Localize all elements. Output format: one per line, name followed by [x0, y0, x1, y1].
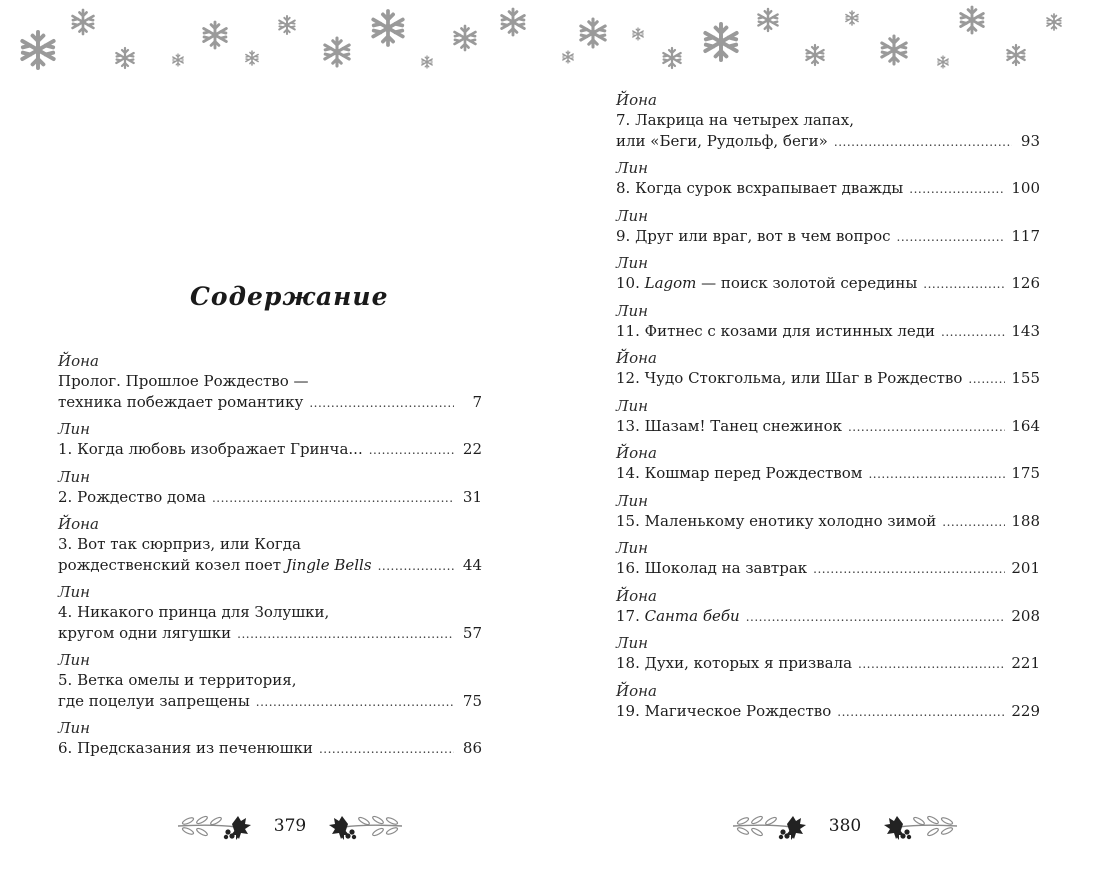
- chapter-page-number: 201: [1011, 559, 1040, 577]
- toc-entry: [58, 351, 482, 413]
- narrator-label: Йона: [58, 352, 99, 370]
- narrator-label: Лин: [58, 719, 91, 737]
- chapter-page-number: 75: [462, 691, 482, 710]
- chapter-title-line: [58, 555, 482, 577]
- chapter-title-text: рождественский козел поет: [58, 555, 286, 574]
- toc-entry: [616, 491, 1040, 533]
- toc-entry: [616, 586, 1040, 628]
- narrator-label: Лин: [58, 583, 91, 601]
- narrator-label: Лин: [58, 420, 91, 438]
- toc-entry: [616, 633, 1040, 675]
- dot-leader: [319, 739, 454, 760]
- chapter-title-text: — поиск золотой середины: [696, 274, 918, 292]
- toc-entry: [616, 538, 1040, 580]
- narrator-label: Йона: [616, 586, 657, 605]
- page-number: 379: [273, 816, 307, 836]
- chapter-title: [58, 439, 363, 460]
- narrator-label: Лин: [616, 539, 649, 557]
- narrator-label: Йона: [58, 515, 99, 533]
- toc-list-left: [58, 351, 482, 766]
- narrator-label: Лин: [616, 634, 649, 652]
- holly-sprig-icon: [174, 811, 264, 841]
- chapter-page-number: 86: [462, 739, 482, 757]
- holly-sprig-icon: [871, 811, 961, 841]
- chapter-title-text: 9. Друг или враг, вот в чем вопрос: [616, 226, 891, 245]
- chapter-title: [616, 131, 828, 152]
- chapter-title: [616, 558, 807, 579]
- narrator-label: Лин: [58, 651, 91, 669]
- narrator-label: Йона: [616, 349, 657, 367]
- chapter-title-text: 17.: [616, 606, 645, 625]
- chapter-title-italic: Санта беби: [644, 606, 740, 625]
- chapter-title-line: [58, 738, 482, 760]
- toc-entry: [616, 681, 1040, 723]
- chapter-title-text: 13. Шазам! Танец снежинок: [616, 416, 842, 435]
- chapter-title-line: [58, 691, 482, 713]
- dot-leader: [897, 227, 1006, 248]
- dot-leader: [813, 559, 1005, 580]
- chapter-title-line: 4. Никакого принца для Золушки,: [58, 603, 330, 621]
- dot-leader: [942, 512, 1005, 533]
- chapter-title: [616, 701, 831, 722]
- toc-entry: [58, 419, 482, 461]
- chapter-title-line: 7. Лакрица на четырех лапах,: [616, 111, 854, 129]
- narrator-label: Лин: [616, 396, 649, 415]
- chapter-title-text: 1. Когда любовь изображает Гринча...: [58, 440, 363, 458]
- narrator-label: Лин: [58, 467, 91, 486]
- dot-leader: [923, 274, 1005, 295]
- chapter-page-number: 155: [1011, 369, 1040, 387]
- dot-leader: [837, 702, 1005, 723]
- narrator-label: Лин: [616, 159, 649, 177]
- chapter-page-number: 117: [1011, 226, 1040, 245]
- chapter-title-text: или «Беги, Рудольф, беги»: [616, 131, 828, 150]
- chapter-page-number: 175: [1011, 464, 1040, 482]
- chapter-title: [616, 511, 936, 532]
- toc-entry: [616, 253, 1040, 295]
- dot-leader: [378, 556, 454, 577]
- chapter-title-line: 3. Вот так сюрприз, или Когда: [58, 535, 301, 553]
- chapter-page-number: 44: [462, 555, 482, 574]
- chapter-title: [58, 392, 303, 413]
- narrator-label: Лин: [616, 206, 649, 225]
- dot-leader: [369, 440, 454, 461]
- toc-list-right: [616, 90, 1040, 728]
- chapter-title: [58, 691, 250, 712]
- chapter-title: [616, 321, 935, 342]
- narrator-label: Лин: [616, 301, 649, 320]
- dot-leader: [309, 393, 454, 414]
- chapter-page-number: 164: [1011, 416, 1040, 435]
- chapter-title: [616, 178, 903, 199]
- dot-leader: [941, 322, 1005, 343]
- holly-sprig-icon: [316, 811, 406, 841]
- chapter-title-line: Пролог. Прошлое Рождество —: [58, 372, 309, 390]
- toc-entry: [58, 650, 482, 712]
- chapter-title-text: 18. Духи, которых я призвала: [616, 654, 853, 672]
- page-footer-left: [160, 806, 420, 846]
- toc-entry: [616, 206, 1040, 248]
- chapter-title-line: [616, 511, 1040, 533]
- chapter-title-line: [616, 416, 1040, 438]
- chapter-title-line: [58, 439, 482, 461]
- chapter-title-line: [616, 273, 1040, 295]
- toc-entry: [616, 90, 1040, 152]
- chapter-title-line: [616, 463, 1040, 485]
- chapter-title-line: [616, 558, 1040, 580]
- toc-entry: [616, 158, 1040, 200]
- page-footer-right: [715, 806, 975, 846]
- chapter-title: [58, 738, 313, 759]
- toc-entry: [58, 718, 482, 760]
- chapter-title-text: техника побеждает романтику: [58, 392, 304, 411]
- chapter-page-number: 100: [1011, 179, 1040, 197]
- dot-leader: [848, 417, 1005, 438]
- chapter-title-text: 14. Кошмар перед Рождеством: [616, 464, 863, 482]
- chapter-title-text: 8. Когда сурок всхрапывает дважды: [616, 179, 904, 197]
- chapter-page-number: 57: [462, 623, 482, 642]
- chapter-title-line: [58, 623, 482, 645]
- dot-leader: [746, 607, 1006, 628]
- chapter-title: [616, 606, 740, 627]
- dot-leader: [212, 488, 454, 509]
- chapter-page-number: 31: [462, 487, 482, 506]
- chapter-title-line: [58, 392, 482, 414]
- chapter-title: [58, 487, 206, 508]
- toc-entry: [616, 348, 1040, 390]
- chapter-title-italic: Lagom: [644, 274, 697, 292]
- chapter-page-number: 208: [1011, 606, 1040, 625]
- chapter-page-number: 143: [1011, 321, 1040, 340]
- chapter-page-number: 221: [1011, 654, 1040, 672]
- chapter-title: [616, 368, 962, 389]
- toc-entry: [616, 396, 1040, 438]
- toc-entry: [58, 582, 482, 644]
- chapter-title-line: [616, 653, 1040, 675]
- chapter-title-italic: Jingle Bells: [285, 555, 372, 574]
- right-page: [550, 0, 1100, 880]
- dot-leader: [909, 179, 1005, 200]
- chapter-title-text: где поцелуи запрещены: [58, 691, 250, 710]
- dot-leader: [237, 624, 454, 645]
- page-number: 380: [828, 816, 862, 836]
- chapter-title-line: [616, 321, 1040, 343]
- chapter-title-text: 10.: [616, 274, 645, 292]
- chapter-title: [616, 463, 862, 484]
- toc-entry: [616, 301, 1040, 343]
- chapter-title: [58, 555, 372, 576]
- chapter-page-number: 229: [1011, 701, 1040, 720]
- chapter-title-line: [616, 368, 1040, 390]
- chapter-title-text: 2. Рождество дома: [58, 487, 206, 506]
- chapter-title-text: кругом одни лягушки: [58, 623, 232, 642]
- chapter-title-text: 12. Чудо Стокгольма, или Шаг в Рождество: [616, 369, 963, 387]
- chapter-page-number: 126: [1011, 274, 1040, 292]
- dot-leader: [868, 464, 1005, 485]
- chapter-title-line: [616, 131, 1040, 153]
- narrator-label: Йона: [616, 91, 657, 109]
- narrator-label: Лин: [616, 254, 649, 272]
- narrator-label: Йона: [616, 681, 657, 700]
- chapter-page-number: 7: [472, 392, 482, 411]
- chapter-title: [616, 653, 852, 674]
- chapter-title: [616, 416, 842, 437]
- chapter-page-number: 22: [462, 440, 482, 458]
- chapter-title-line: [58, 487, 482, 509]
- dot-leader: [834, 132, 1012, 153]
- holly-sprig-icon: [729, 811, 819, 841]
- chapter-title-text: 11. Фитнес с козами для истинных леди: [616, 321, 936, 340]
- dot-leader: [858, 654, 1005, 675]
- toc-entry: [616, 443, 1040, 485]
- chapter-title-line: [616, 701, 1040, 723]
- chapter-title-text: 6. Предсказания из печенюшки: [58, 739, 313, 757]
- toc-entry: [58, 467, 482, 509]
- chapter-title: [58, 623, 231, 644]
- dot-leader: [968, 369, 1005, 390]
- chapter-title: [616, 226, 891, 247]
- page-title: Содержание: [190, 282, 389, 311]
- chapter-title-line: [616, 226, 1040, 248]
- chapter-page-number: 93: [1020, 131, 1040, 150]
- dot-leader: [256, 692, 454, 713]
- chapter-page-number: 188: [1011, 511, 1040, 530]
- chapter-title: [616, 273, 917, 294]
- chapter-title-line: [616, 606, 1040, 628]
- narrator-label: Йона: [616, 444, 657, 462]
- chapter-title-text: 16. Шоколад на завтрак: [616, 559, 808, 577]
- chapter-title-line: 5. Ветка омелы и территория,: [58, 671, 297, 689]
- chapter-title-text: 19. Магическое Рождество: [616, 701, 832, 720]
- chapter-title-text: 15. Маленькому енотику холодно зимой: [616, 511, 937, 530]
- toc-entry: [58, 514, 482, 576]
- narrator-label: Лин: [616, 491, 649, 510]
- chapter-title-line: [616, 178, 1040, 200]
